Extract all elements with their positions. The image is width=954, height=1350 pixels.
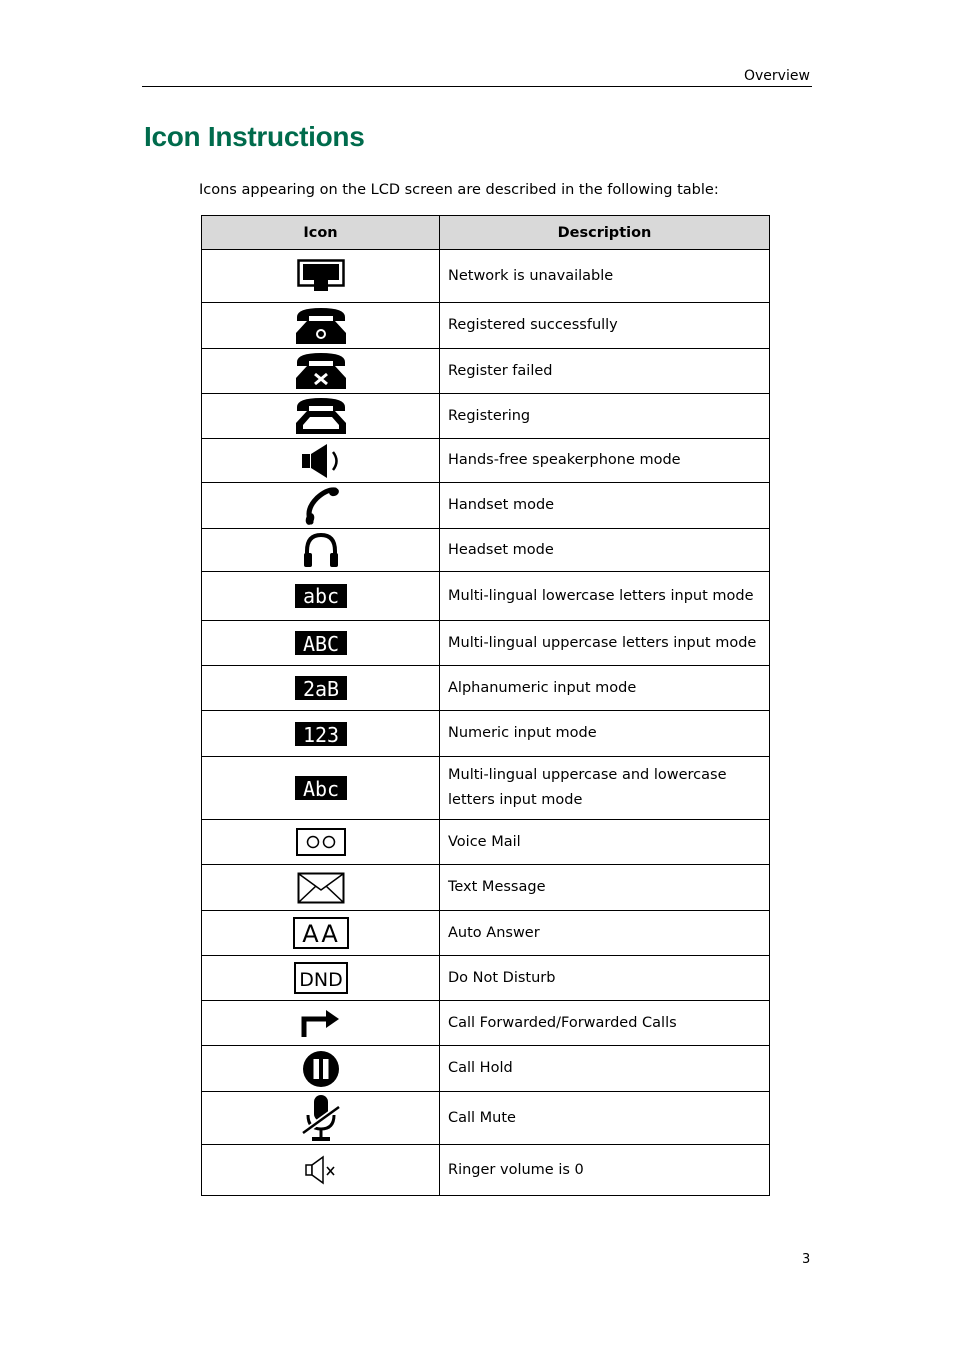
table-row xyxy=(202,394,770,439)
row-description: Network is unavailable xyxy=(440,250,770,303)
page-number: 3 xyxy=(802,1252,811,1267)
do-not-disturb-icon xyxy=(294,962,348,994)
svg-text:2aB: 2aB xyxy=(302,677,339,700)
row-description: Register failed xyxy=(440,349,770,394)
registering-phone-icon xyxy=(293,397,349,435)
row-description: Multi-lingual uppercase letters input mode xyxy=(440,621,770,666)
table-row xyxy=(202,439,770,483)
call-forward-icon xyxy=(299,1007,343,1039)
row-description: Ringer volume is 0 xyxy=(440,1145,770,1196)
headset-icon xyxy=(301,531,341,569)
row-description: Text Message xyxy=(440,865,770,911)
table-row xyxy=(202,621,770,666)
ringer-volume-zero-icon xyxy=(303,1154,339,1186)
svg-text:AA: AA xyxy=(301,920,340,948)
row-description: Do Not Disturb xyxy=(440,956,770,1001)
table-row xyxy=(202,1046,770,1092)
running-header: Overview xyxy=(744,68,810,84)
row-description: Auto Answer xyxy=(440,911,770,956)
table-row xyxy=(202,529,770,572)
table-row xyxy=(202,711,770,757)
table-row xyxy=(202,865,770,911)
voice-mail-icon xyxy=(296,828,346,856)
intro-text: Icons appearing on the LCD screen are described in the following table: xyxy=(199,182,719,198)
table-row xyxy=(202,303,770,349)
row-description: Call Mute xyxy=(440,1092,770,1145)
svg-text:Abc: Abc xyxy=(302,777,339,800)
table-row xyxy=(202,757,770,820)
row-description: Registering xyxy=(440,394,770,439)
table-header-row xyxy=(202,216,770,250)
svg-text:ABC: ABC xyxy=(302,632,339,655)
lowercase-input-icon xyxy=(295,584,347,608)
header-rule xyxy=(142,86,812,87)
table-row xyxy=(202,349,770,394)
row-description: Handset mode xyxy=(440,483,770,529)
table-row xyxy=(202,820,770,865)
numeric-input-icon xyxy=(295,722,347,746)
row-description: Registered successfully xyxy=(440,303,770,349)
call-mute-icon xyxy=(299,1093,343,1143)
row-description: Multi-lingual lowercase letters input mode xyxy=(440,572,770,621)
svg-text:123: 123 xyxy=(302,722,339,746)
row-description: Headset mode xyxy=(440,529,770,572)
row-description: Voice Mail xyxy=(440,820,770,865)
page-title: Icon Instructions xyxy=(144,121,365,152)
table-row xyxy=(202,572,770,621)
row-description: Numeric input mode xyxy=(440,711,770,757)
speakerphone-icon xyxy=(299,442,343,480)
row-description: Call Hold xyxy=(440,1046,770,1092)
call-hold-icon xyxy=(301,1049,341,1089)
table-row xyxy=(202,911,770,956)
table-row xyxy=(202,666,770,711)
table-row xyxy=(202,1001,770,1046)
text-message-icon xyxy=(297,872,345,904)
icon-table xyxy=(201,215,770,1196)
network-unavailable-icon xyxy=(297,259,345,293)
row-description: Hands-free speakerphone mode xyxy=(440,439,770,483)
alphanumeric-input-icon xyxy=(295,676,347,700)
uppercase-input-icon xyxy=(295,631,347,655)
register-failed-phone-icon xyxy=(293,352,349,390)
row-description: Multi-lingual uppercase and lowercase letters input mode xyxy=(440,757,770,820)
svg-text:abc: abc xyxy=(302,584,339,608)
table-row xyxy=(202,1092,770,1145)
table-row xyxy=(202,250,770,303)
row-description: Alphanumeric input mode xyxy=(440,666,770,711)
row-description: Call Forwarded/Forwarded Calls xyxy=(440,1001,770,1046)
svg-text:DND: DND xyxy=(298,969,343,991)
column-header-description: Description xyxy=(440,216,770,250)
mixed-case-input-icon xyxy=(295,776,347,800)
column-header-icon: Icon xyxy=(202,216,440,250)
table-row xyxy=(202,1145,770,1196)
table-row xyxy=(202,483,770,529)
registered-phone-icon xyxy=(293,307,349,345)
handset-icon xyxy=(301,486,341,526)
table-row xyxy=(202,956,770,1001)
auto-answer-icon xyxy=(293,917,349,949)
